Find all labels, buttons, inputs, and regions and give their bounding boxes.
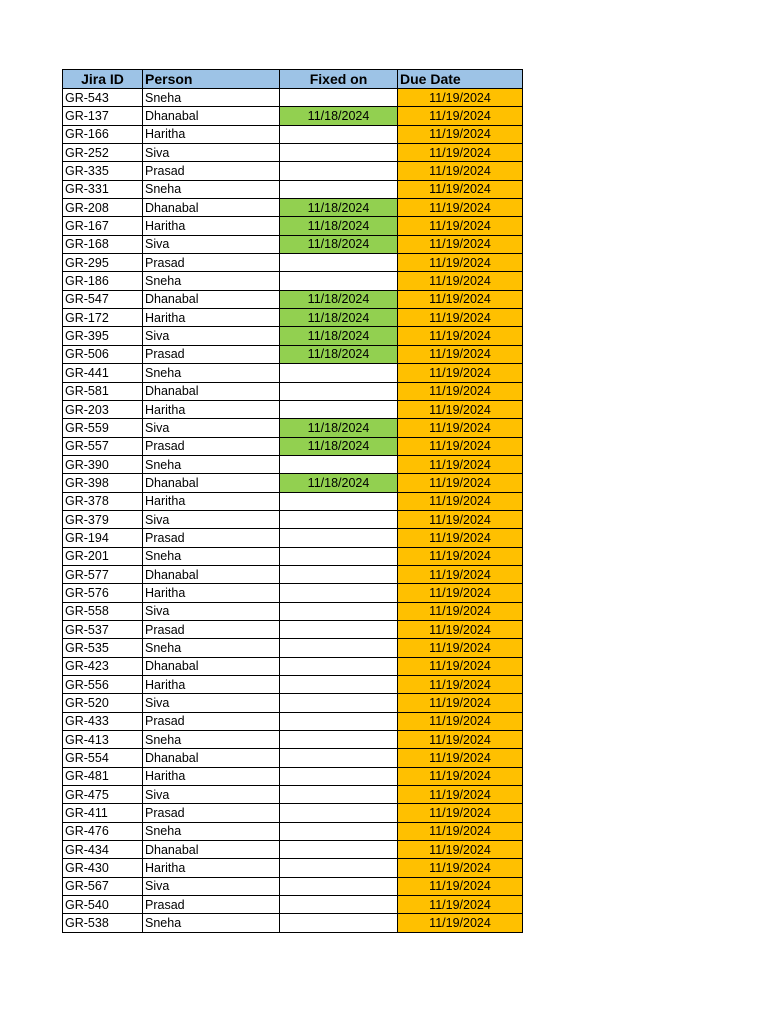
cell-fixed-on: [280, 877, 398, 895]
table-body: [63, 89, 523, 933]
cell-person: Dhanabal: [143, 749, 280, 767]
cell-jira-id: GR-411: [63, 804, 143, 822]
table-row: [63, 272, 523, 290]
cell-due-date: 11/19/2024: [398, 804, 523, 822]
cell-due-date: 11/19/2024: [398, 217, 523, 235]
cell-person: Siva: [143, 327, 280, 345]
cell-due-date: 11/19/2024: [398, 602, 523, 620]
table-row: [63, 437, 523, 455]
cell-person: Siva: [143, 510, 280, 528]
table-row: [63, 89, 523, 107]
cell-jira-id: GR-423: [63, 657, 143, 675]
cell-person: Prasad: [143, 529, 280, 547]
cell-fixed-on: [280, 914, 398, 932]
table-row: [63, 199, 523, 217]
cell-fixed-on: [280, 547, 398, 565]
cell-jira-id: GR-576: [63, 584, 143, 602]
table-row: [63, 327, 523, 345]
table-row: [63, 896, 523, 914]
cell-fixed-on: 11/18/2024: [280, 235, 398, 253]
cell-person: Haritha: [143, 767, 280, 785]
header-jira-id: Jira ID: [63, 70, 143, 89]
cell-due-date: 11/19/2024: [398, 620, 523, 638]
cell-due-date: 11/19/2024: [398, 419, 523, 437]
cell-due-date: 11/19/2024: [398, 657, 523, 675]
cell-due-date: 11/19/2024: [398, 199, 523, 217]
cell-jira-id: GR-390: [63, 455, 143, 473]
cell-jira-id: GR-398: [63, 474, 143, 492]
cell-person: Siva: [143, 235, 280, 253]
cell-due-date: 11/19/2024: [398, 786, 523, 804]
cell-jira-id: GR-476: [63, 822, 143, 840]
cell-fixed-on: 11/18/2024: [280, 474, 398, 492]
cell-fixed-on: [280, 822, 398, 840]
cell-due-date: 11/19/2024: [398, 107, 523, 125]
cell-person: Sneha: [143, 180, 280, 198]
cell-due-date: 11/19/2024: [398, 89, 523, 107]
table-row: [63, 767, 523, 785]
cell-person: Siva: [143, 786, 280, 804]
table-row: [63, 217, 523, 235]
cell-due-date: 11/19/2024: [398, 731, 523, 749]
cell-person: Haritha: [143, 217, 280, 235]
cell-fixed-on: [280, 144, 398, 162]
cell-jira-id: GR-413: [63, 731, 143, 749]
cell-due-date: 11/19/2024: [398, 455, 523, 473]
cell-due-date: 11/19/2024: [398, 896, 523, 914]
cell-due-date: 11/19/2024: [398, 345, 523, 363]
cell-jira-id: GR-168: [63, 235, 143, 253]
cell-fixed-on: [280, 731, 398, 749]
cell-jira-id: GR-558: [63, 602, 143, 620]
cell-fixed-on: [280, 767, 398, 785]
cell-due-date: 11/19/2024: [398, 749, 523, 767]
header-fixed-on: Fixed on: [280, 70, 398, 89]
cell-fixed-on: [280, 786, 398, 804]
cell-person: Prasad: [143, 437, 280, 455]
table-row: [63, 749, 523, 767]
cell-due-date: 11/19/2024: [398, 364, 523, 382]
cell-jira-id: GR-295: [63, 254, 143, 272]
cell-person: Haritha: [143, 309, 280, 327]
cell-person: Prasad: [143, 162, 280, 180]
cell-jira-id: GR-481: [63, 767, 143, 785]
cell-jira-id: GR-379: [63, 510, 143, 528]
cell-due-date: 11/19/2024: [398, 859, 523, 877]
cell-jira-id: GR-203: [63, 400, 143, 418]
cell-jira-id: GR-430: [63, 859, 143, 877]
cell-person: Siva: [143, 419, 280, 437]
cell-fixed-on: [280, 162, 398, 180]
cell-jira-id: GR-166: [63, 125, 143, 143]
cell-fixed-on: [280, 859, 398, 877]
cell-fixed-on: [280, 712, 398, 730]
cell-due-date: 11/19/2024: [398, 382, 523, 400]
header-due-date: Due Date: [398, 70, 523, 89]
cell-jira-id: GR-208: [63, 199, 143, 217]
cell-fixed-on: [280, 455, 398, 473]
cell-fixed-on: 11/18/2024: [280, 327, 398, 345]
cell-fixed-on: [280, 565, 398, 583]
cell-fixed-on: [280, 89, 398, 107]
cell-jira-id: GR-506: [63, 345, 143, 363]
cell-jira-id: GR-186: [63, 272, 143, 290]
cell-person: Dhanabal: [143, 382, 280, 400]
jira-tracking-table: [62, 69, 523, 933]
cell-person: Dhanabal: [143, 841, 280, 859]
cell-due-date: 11/19/2024: [398, 510, 523, 528]
cell-due-date: 11/19/2024: [398, 400, 523, 418]
cell-fixed-on: [280, 529, 398, 547]
cell-fixed-on: [280, 749, 398, 767]
cell-fixed-on: [280, 492, 398, 510]
cell-person: Prasad: [143, 804, 280, 822]
cell-person: Sneha: [143, 731, 280, 749]
cell-fixed-on: 11/18/2024: [280, 199, 398, 217]
table-row: [63, 345, 523, 363]
table-row: [63, 400, 523, 418]
table-row: [63, 125, 523, 143]
cell-jira-id: GR-433: [63, 712, 143, 730]
cell-fixed-on: [280, 694, 398, 712]
cell-fixed-on: 11/18/2024: [280, 107, 398, 125]
cell-jira-id: GR-520: [63, 694, 143, 712]
cell-jira-id: GR-559: [63, 419, 143, 437]
table-row: [63, 455, 523, 473]
cell-due-date: 11/19/2024: [398, 290, 523, 308]
cell-due-date: 11/19/2024: [398, 492, 523, 510]
table-row: [63, 290, 523, 308]
cell-due-date: 11/19/2024: [398, 180, 523, 198]
table-row: [63, 309, 523, 327]
cell-jira-id: GR-172: [63, 309, 143, 327]
table-row: [63, 235, 523, 253]
cell-jira-id: GR-577: [63, 565, 143, 583]
cell-jira-id: GR-581: [63, 382, 143, 400]
cell-person: Prasad: [143, 712, 280, 730]
cell-fixed-on: [280, 639, 398, 657]
table-row: [63, 712, 523, 730]
cell-person: Haritha: [143, 492, 280, 510]
table-row: [63, 510, 523, 528]
cell-person: Haritha: [143, 859, 280, 877]
cell-jira-id: GR-395: [63, 327, 143, 345]
cell-jira-id: GR-475: [63, 786, 143, 804]
table-row: [63, 584, 523, 602]
cell-person: Sneha: [143, 639, 280, 657]
cell-person: Siva: [143, 144, 280, 162]
cell-due-date: 11/19/2024: [398, 327, 523, 345]
cell-due-date: 11/19/2024: [398, 694, 523, 712]
cell-fixed-on: [280, 125, 398, 143]
table-row: [63, 107, 523, 125]
cell-fixed-on: [280, 180, 398, 198]
cell-due-date: 11/19/2024: [398, 144, 523, 162]
cell-due-date: 11/19/2024: [398, 547, 523, 565]
table-row: [63, 364, 523, 382]
cell-fixed-on: [280, 584, 398, 602]
table-row: [63, 914, 523, 932]
cell-due-date: 11/19/2024: [398, 639, 523, 657]
cell-person: Sneha: [143, 822, 280, 840]
cell-person: Prasad: [143, 620, 280, 638]
cell-person: Prasad: [143, 896, 280, 914]
table-row: [63, 162, 523, 180]
cell-fixed-on: [280, 620, 398, 638]
cell-jira-id: GR-378: [63, 492, 143, 510]
table-row: [63, 474, 523, 492]
cell-person: Haritha: [143, 584, 280, 602]
cell-person: Dhanabal: [143, 199, 280, 217]
cell-jira-id: GR-335: [63, 162, 143, 180]
cell-fixed-on: 11/18/2024: [280, 345, 398, 363]
cell-due-date: 11/19/2024: [398, 437, 523, 455]
cell-fixed-on: 11/18/2024: [280, 419, 398, 437]
cell-person: Sneha: [143, 364, 280, 382]
cell-jira-id: GR-535: [63, 639, 143, 657]
cell-jira-id: GR-331: [63, 180, 143, 198]
cell-fixed-on: [280, 841, 398, 859]
table-row: [63, 547, 523, 565]
cell-due-date: 11/19/2024: [398, 584, 523, 602]
cell-due-date: 11/19/2024: [398, 309, 523, 327]
table-row: [63, 841, 523, 859]
cell-person: Sneha: [143, 547, 280, 565]
cell-jira-id: GR-567: [63, 877, 143, 895]
cell-fixed-on: 11/18/2024: [280, 309, 398, 327]
cell-fixed-on: 11/18/2024: [280, 290, 398, 308]
cell-due-date: 11/19/2024: [398, 914, 523, 932]
table-row: [63, 657, 523, 675]
cell-due-date: 11/19/2024: [398, 712, 523, 730]
cell-due-date: 11/19/2024: [398, 822, 523, 840]
table-row: [63, 254, 523, 272]
table-row: [63, 180, 523, 198]
cell-person: Haritha: [143, 400, 280, 418]
cell-jira-id: GR-441: [63, 364, 143, 382]
cell-fixed-on: [280, 382, 398, 400]
cell-person: Haritha: [143, 125, 280, 143]
cell-due-date: 11/19/2024: [398, 272, 523, 290]
table-row: [63, 786, 523, 804]
cell-due-date: 11/19/2024: [398, 676, 523, 694]
cell-jira-id: GR-543: [63, 89, 143, 107]
table-row: [63, 602, 523, 620]
cell-fixed-on: [280, 510, 398, 528]
header-row: [63, 70, 523, 89]
table-row: [63, 620, 523, 638]
cell-due-date: 11/19/2024: [398, 767, 523, 785]
cell-due-date: 11/19/2024: [398, 529, 523, 547]
cell-person: Siva: [143, 694, 280, 712]
cell-fixed-on: [280, 676, 398, 694]
cell-due-date: 11/19/2024: [398, 841, 523, 859]
cell-person: Dhanabal: [143, 107, 280, 125]
table-row: [63, 877, 523, 895]
cell-fixed-on: 11/18/2024: [280, 437, 398, 455]
cell-due-date: 11/19/2024: [398, 125, 523, 143]
cell-jira-id: GR-252: [63, 144, 143, 162]
cell-due-date: 11/19/2024: [398, 474, 523, 492]
table-row: [63, 731, 523, 749]
cell-jira-id: GR-538: [63, 914, 143, 932]
cell-person: Prasad: [143, 345, 280, 363]
cell-due-date: 11/19/2024: [398, 254, 523, 272]
table-row: [63, 676, 523, 694]
table-row: [63, 529, 523, 547]
cell-person: Sneha: [143, 455, 280, 473]
table-row: [63, 419, 523, 437]
header-person: Person: [143, 70, 280, 89]
cell-jira-id: GR-547: [63, 290, 143, 308]
cell-fixed-on: [280, 896, 398, 914]
table-row: [63, 382, 523, 400]
cell-person: Prasad: [143, 254, 280, 272]
cell-fixed-on: [280, 364, 398, 382]
table-row: [63, 804, 523, 822]
cell-jira-id: GR-137: [63, 107, 143, 125]
cell-due-date: 11/19/2024: [398, 565, 523, 583]
cell-fixed-on: [280, 272, 398, 290]
table-row: [63, 639, 523, 657]
table-row: [63, 859, 523, 877]
table-row: [63, 565, 523, 583]
cell-fixed-on: [280, 657, 398, 675]
cell-fixed-on: [280, 254, 398, 272]
table-row: [63, 144, 523, 162]
cell-fixed-on: [280, 602, 398, 620]
cell-person: Dhanabal: [143, 290, 280, 308]
cell-jira-id: GR-201: [63, 547, 143, 565]
cell-due-date: 11/19/2024: [398, 162, 523, 180]
cell-person: Sneha: [143, 272, 280, 290]
cell-jira-id: GR-554: [63, 749, 143, 767]
cell-person: Sneha: [143, 914, 280, 932]
cell-fixed-on: [280, 804, 398, 822]
cell-person: Haritha: [143, 676, 280, 694]
cell-fixed-on: [280, 400, 398, 418]
cell-jira-id: GR-557: [63, 437, 143, 455]
cell-jira-id: GR-537: [63, 620, 143, 638]
cell-jira-id: GR-540: [63, 896, 143, 914]
table-row: [63, 694, 523, 712]
cell-person: Sneha: [143, 89, 280, 107]
cell-fixed-on: 11/18/2024: [280, 217, 398, 235]
cell-person: Siva: [143, 877, 280, 895]
table-row: [63, 822, 523, 840]
cell-jira-id: GR-434: [63, 841, 143, 859]
cell-person: Siva: [143, 602, 280, 620]
cell-due-date: 11/19/2024: [398, 877, 523, 895]
cell-person: Dhanabal: [143, 474, 280, 492]
cell-jira-id: GR-194: [63, 529, 143, 547]
cell-jira-id: GR-556: [63, 676, 143, 694]
cell-person: Dhanabal: [143, 565, 280, 583]
cell-due-date: 11/19/2024: [398, 235, 523, 253]
cell-person: Dhanabal: [143, 657, 280, 675]
table-row: [63, 492, 523, 510]
cell-jira-id: GR-167: [63, 217, 143, 235]
